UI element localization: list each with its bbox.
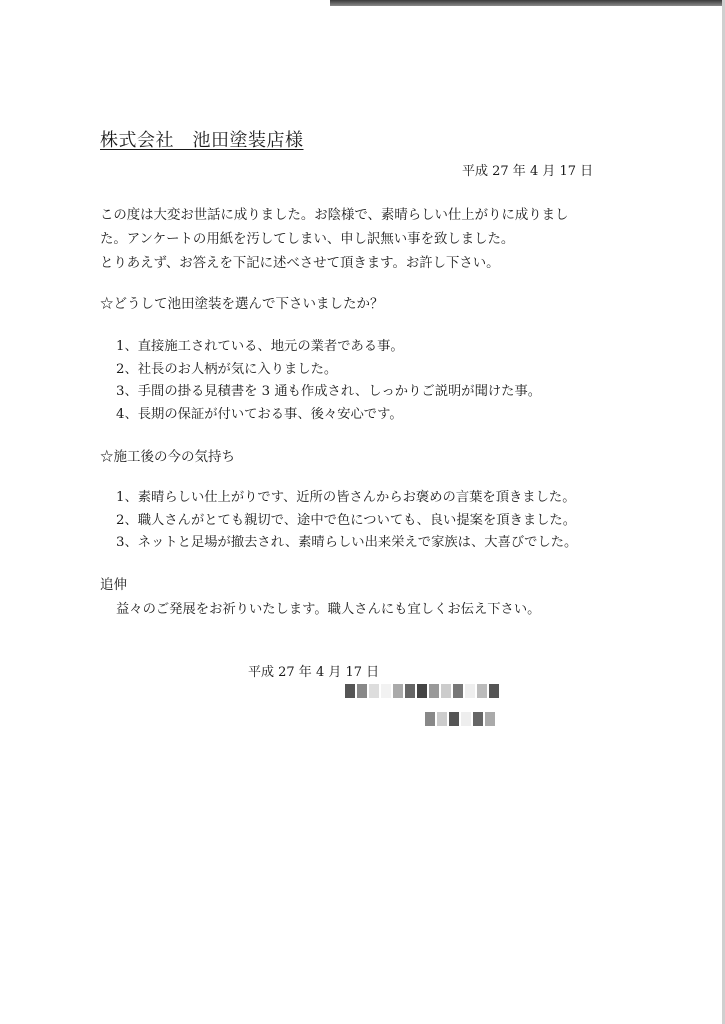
list-item: 4、長期の保証が付いておる事、後々安心です。 [116,406,403,422]
intro-line: とりあえず、お答えを下記に述べさせて頂きます。お許し下さい。 [100,256,500,271]
list-item: 1、素晴らしい仕上がりです、近所の皆さんからお褒めの言葉を頂きました。 [116,490,576,505]
addressee: 株式会社 池田塗装店様 [100,130,304,151]
list-item: 3、ネットと足場が撤去され、素晴らしい出来栄えで家族は、大喜びでした。 [116,535,578,550]
postscript-text: 益々のご発展をお祈りいたします。職人さんにも宜しくお伝え下さい。 [116,602,541,617]
scan-shadow-top [330,0,725,6]
question-heading-feelings: ☆施工後の今の気持ち [100,449,235,465]
letter-date: 平成 27 年 4 月 17 日 [462,164,594,179]
redacted-sender-name [345,684,499,698]
reasons-list [116,336,541,426]
intro-line: この度は大変お世話に成りました。お陰様で、素晴らしい仕上がりに成りまし [100,208,569,223]
list-item: 2、社長のお人柄が気に入りました。 [116,361,338,377]
postscript-label: 追伸 [100,577,127,593]
signature-date: 平成 27 年 4 月 17 日 [248,665,380,680]
feelings-list [116,487,577,555]
redacted-sender-address [425,712,495,726]
intro-line: た。アンケートの用紙を汚してしまい、申し訳無い事を致しました。 [100,232,515,247]
intro-paragraph [100,204,630,276]
question-heading-reasons: ☆どうして池田塗装を選んで下さいましたか？ [100,296,384,312]
list-item: 3、手間の掛る見積書を 3 通も作成され、しっかりご説明が聞けた事。 [116,384,542,399]
list-item: 2、職人さんがとても親切で、途中で色についても、良い提案を頂きました。 [116,512,577,528]
list-item: 1、直接施工されている、地元の業者である事。 [116,339,404,354]
